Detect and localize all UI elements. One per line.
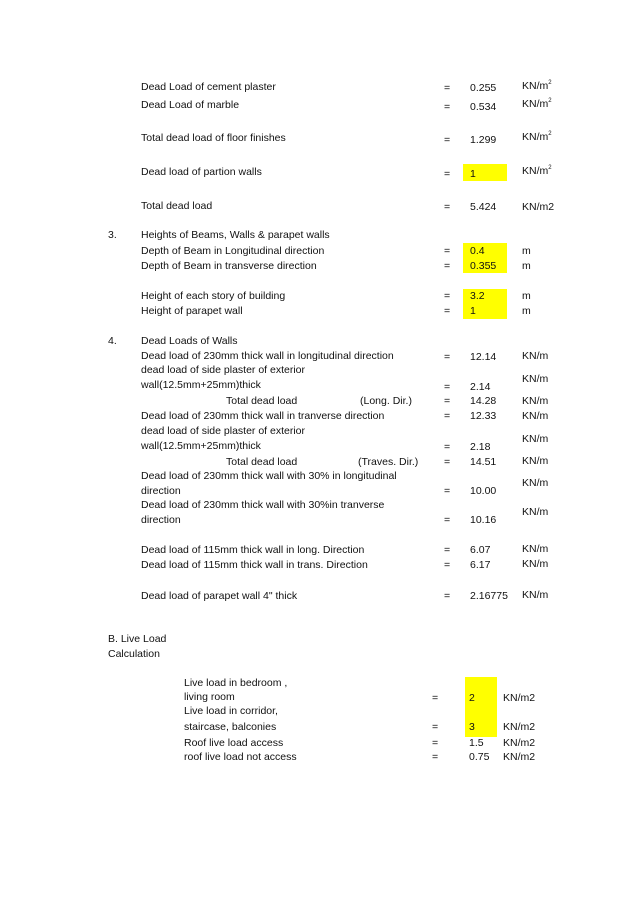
row-value: 12.33 bbox=[470, 410, 497, 422]
row-unit: KN/m bbox=[522, 433, 549, 445]
row-value: 1.5 bbox=[469, 737, 484, 749]
row-value: 12.14 bbox=[470, 351, 497, 363]
row-value: 6.07 bbox=[470, 544, 491, 556]
row-label: Dead load of 230mm thick wall in tranverse direction bbox=[141, 410, 385, 422]
equals-sign: = bbox=[444, 485, 451, 497]
row-unit: m bbox=[522, 290, 531, 302]
row-value: 14.51 bbox=[470, 456, 497, 468]
row-unit: KN/m bbox=[522, 410, 549, 422]
row-label: dead load of side plaster of exterior bbox=[141, 364, 306, 376]
equals-sign: = bbox=[444, 82, 451, 94]
row-label: roof live load not access bbox=[184, 751, 297, 763]
row-unit: KN/m bbox=[522, 558, 549, 570]
row-unit: KN/m bbox=[522, 350, 549, 362]
section-title: Heights of Beams, Walls & parapet walls bbox=[141, 229, 330, 241]
row-label: direction bbox=[141, 485, 181, 497]
row-label: Dead load of 230mm thick wall in longitudinal direction bbox=[141, 350, 394, 362]
equals-sign: = bbox=[444, 590, 451, 602]
equals-sign: = bbox=[444, 201, 451, 213]
row-label: Total dead load bbox=[226, 456, 298, 468]
row-value: 10.00 bbox=[470, 485, 497, 497]
row-unit: $KN/m^2$ bbox=[522, 165, 552, 177]
row-unit: KN/m2 bbox=[503, 721, 536, 733]
equals-sign: = bbox=[444, 381, 451, 393]
row-label: staircase, balconies bbox=[184, 721, 277, 733]
row-value: 1 bbox=[470, 305, 476, 317]
row-label: Depth of Beam in Longitudinal direction bbox=[141, 245, 325, 257]
row-value: 14.28 bbox=[470, 395, 497, 407]
row-label: wall(12.5mm+25mm)thick bbox=[141, 440, 261, 452]
row-label: Dead load of 230mm thick wall with 30%in tranverse bbox=[141, 499, 385, 511]
row-label: Dead load of 115mm thick wall in trans. Direction bbox=[141, 559, 368, 571]
equals-sign: = bbox=[444, 245, 451, 257]
row-value: 0.534 bbox=[470, 101, 497, 113]
row-label: Total dead load of floor finishes bbox=[141, 132, 286, 144]
row-value: 0.255 bbox=[470, 82, 497, 94]
section-title: B. Live Load bbox=[108, 633, 167, 645]
equals-sign: = bbox=[444, 410, 451, 422]
row-value: 3 bbox=[469, 721, 475, 733]
equals-sign: = bbox=[444, 351, 451, 363]
row-label: Height of parapet wall bbox=[141, 305, 243, 317]
row-direction: (Traves. Dir.) bbox=[358, 456, 419, 468]
row-value: 1.299 bbox=[470, 134, 497, 146]
row-label: Live load in corridor, bbox=[184, 705, 278, 717]
equals-sign: = bbox=[444, 260, 451, 272]
equals-sign: = bbox=[432, 692, 439, 704]
row-label: wall(12.5mm+25mm)thick bbox=[141, 379, 261, 391]
equals-sign: = bbox=[444, 134, 451, 146]
row-label: Total dead load bbox=[226, 395, 298, 407]
row-value: 6.17 bbox=[470, 559, 491, 571]
equals-sign: = bbox=[432, 737, 439, 749]
equals-sign: = bbox=[444, 290, 451, 302]
row-label: Dead load of parapet wall 4" thick bbox=[141, 590, 298, 602]
equals-sign: = bbox=[444, 305, 451, 317]
row-label: Dead load of partion walls bbox=[141, 166, 262, 178]
row-label: direction bbox=[141, 514, 181, 526]
row-value: 2.14 bbox=[470, 381, 491, 393]
row-unit: KN/m bbox=[522, 589, 549, 601]
row-unit: KN/m bbox=[522, 373, 549, 385]
row-label: Dead load of 230mm thick wall with 30% in longitudinal bbox=[141, 470, 397, 482]
row-label: Height of each story of building bbox=[141, 290, 286, 302]
row-unit: KN/m bbox=[522, 477, 549, 489]
row-unit: m bbox=[522, 245, 531, 257]
row-label: living room bbox=[184, 691, 235, 703]
row-value: 5.424 bbox=[470, 201, 497, 213]
section-title: Dead Loads of Walls bbox=[141, 335, 238, 347]
row-unit: $KN/m^2$ bbox=[522, 80, 552, 92]
equals-sign: = bbox=[444, 395, 451, 407]
row-unit: KN/m bbox=[522, 455, 549, 467]
section-number: 4. bbox=[108, 335, 117, 347]
section-title: Calculation bbox=[108, 648, 160, 660]
row-label: Live load in bedroom , bbox=[184, 677, 288, 689]
equals-sign: = bbox=[444, 559, 451, 571]
equals-sign: = bbox=[432, 721, 439, 733]
row-unit: $KN/m^2$ bbox=[522, 98, 552, 110]
equals-sign: = bbox=[444, 514, 451, 526]
row-label: Dead Load of marble bbox=[141, 99, 240, 111]
equals-sign: = bbox=[444, 544, 451, 556]
row-unit: m bbox=[522, 260, 531, 272]
row-value: 0.75 bbox=[469, 751, 490, 763]
section-number: 3. bbox=[108, 229, 117, 241]
row-value: 2.16775 bbox=[470, 590, 508, 602]
row-value: 0.355 bbox=[470, 260, 497, 272]
equals-sign: = bbox=[444, 456, 451, 468]
equals-sign: = bbox=[444, 168, 451, 180]
row-unit: KN/m bbox=[522, 395, 549, 407]
row-label: Dead Load of cement plaster bbox=[141, 81, 276, 93]
row-label: Dead load of 115mm thick wall in long. Direction bbox=[141, 544, 365, 556]
row-unit: KN/m2 bbox=[503, 692, 536, 704]
row-unit: KN/m bbox=[522, 506, 549, 518]
row-value: 10.16 bbox=[470, 514, 497, 526]
row-value: 2.18 bbox=[470, 441, 491, 453]
row-direction: (Long. Dir.) bbox=[360, 395, 412, 407]
row-label: Roof live load access bbox=[184, 737, 284, 749]
row-label: Depth of Beam in transverse direction bbox=[141, 260, 317, 272]
equals-sign: = bbox=[432, 751, 439, 763]
row-unit: KN/m2 bbox=[503, 751, 536, 763]
row-label: dead load of side plaster of exterior bbox=[141, 425, 306, 437]
row-value: 1 bbox=[470, 168, 476, 180]
equals-sign: = bbox=[444, 441, 451, 453]
row-value: 3.2 bbox=[470, 290, 485, 302]
equals-sign: = bbox=[444, 101, 451, 113]
row-unit: KN/m bbox=[522, 543, 549, 555]
row-value: 0.4 bbox=[470, 245, 485, 257]
row-value: 2 bbox=[469, 692, 475, 704]
row-unit: $KN/m^2$ bbox=[522, 131, 552, 143]
row-unit: KN/m2 bbox=[503, 737, 536, 749]
row-label: Total dead load bbox=[141, 200, 213, 212]
row-unit: m bbox=[522, 305, 531, 317]
row-unit: KN/m2 bbox=[522, 201, 555, 213]
